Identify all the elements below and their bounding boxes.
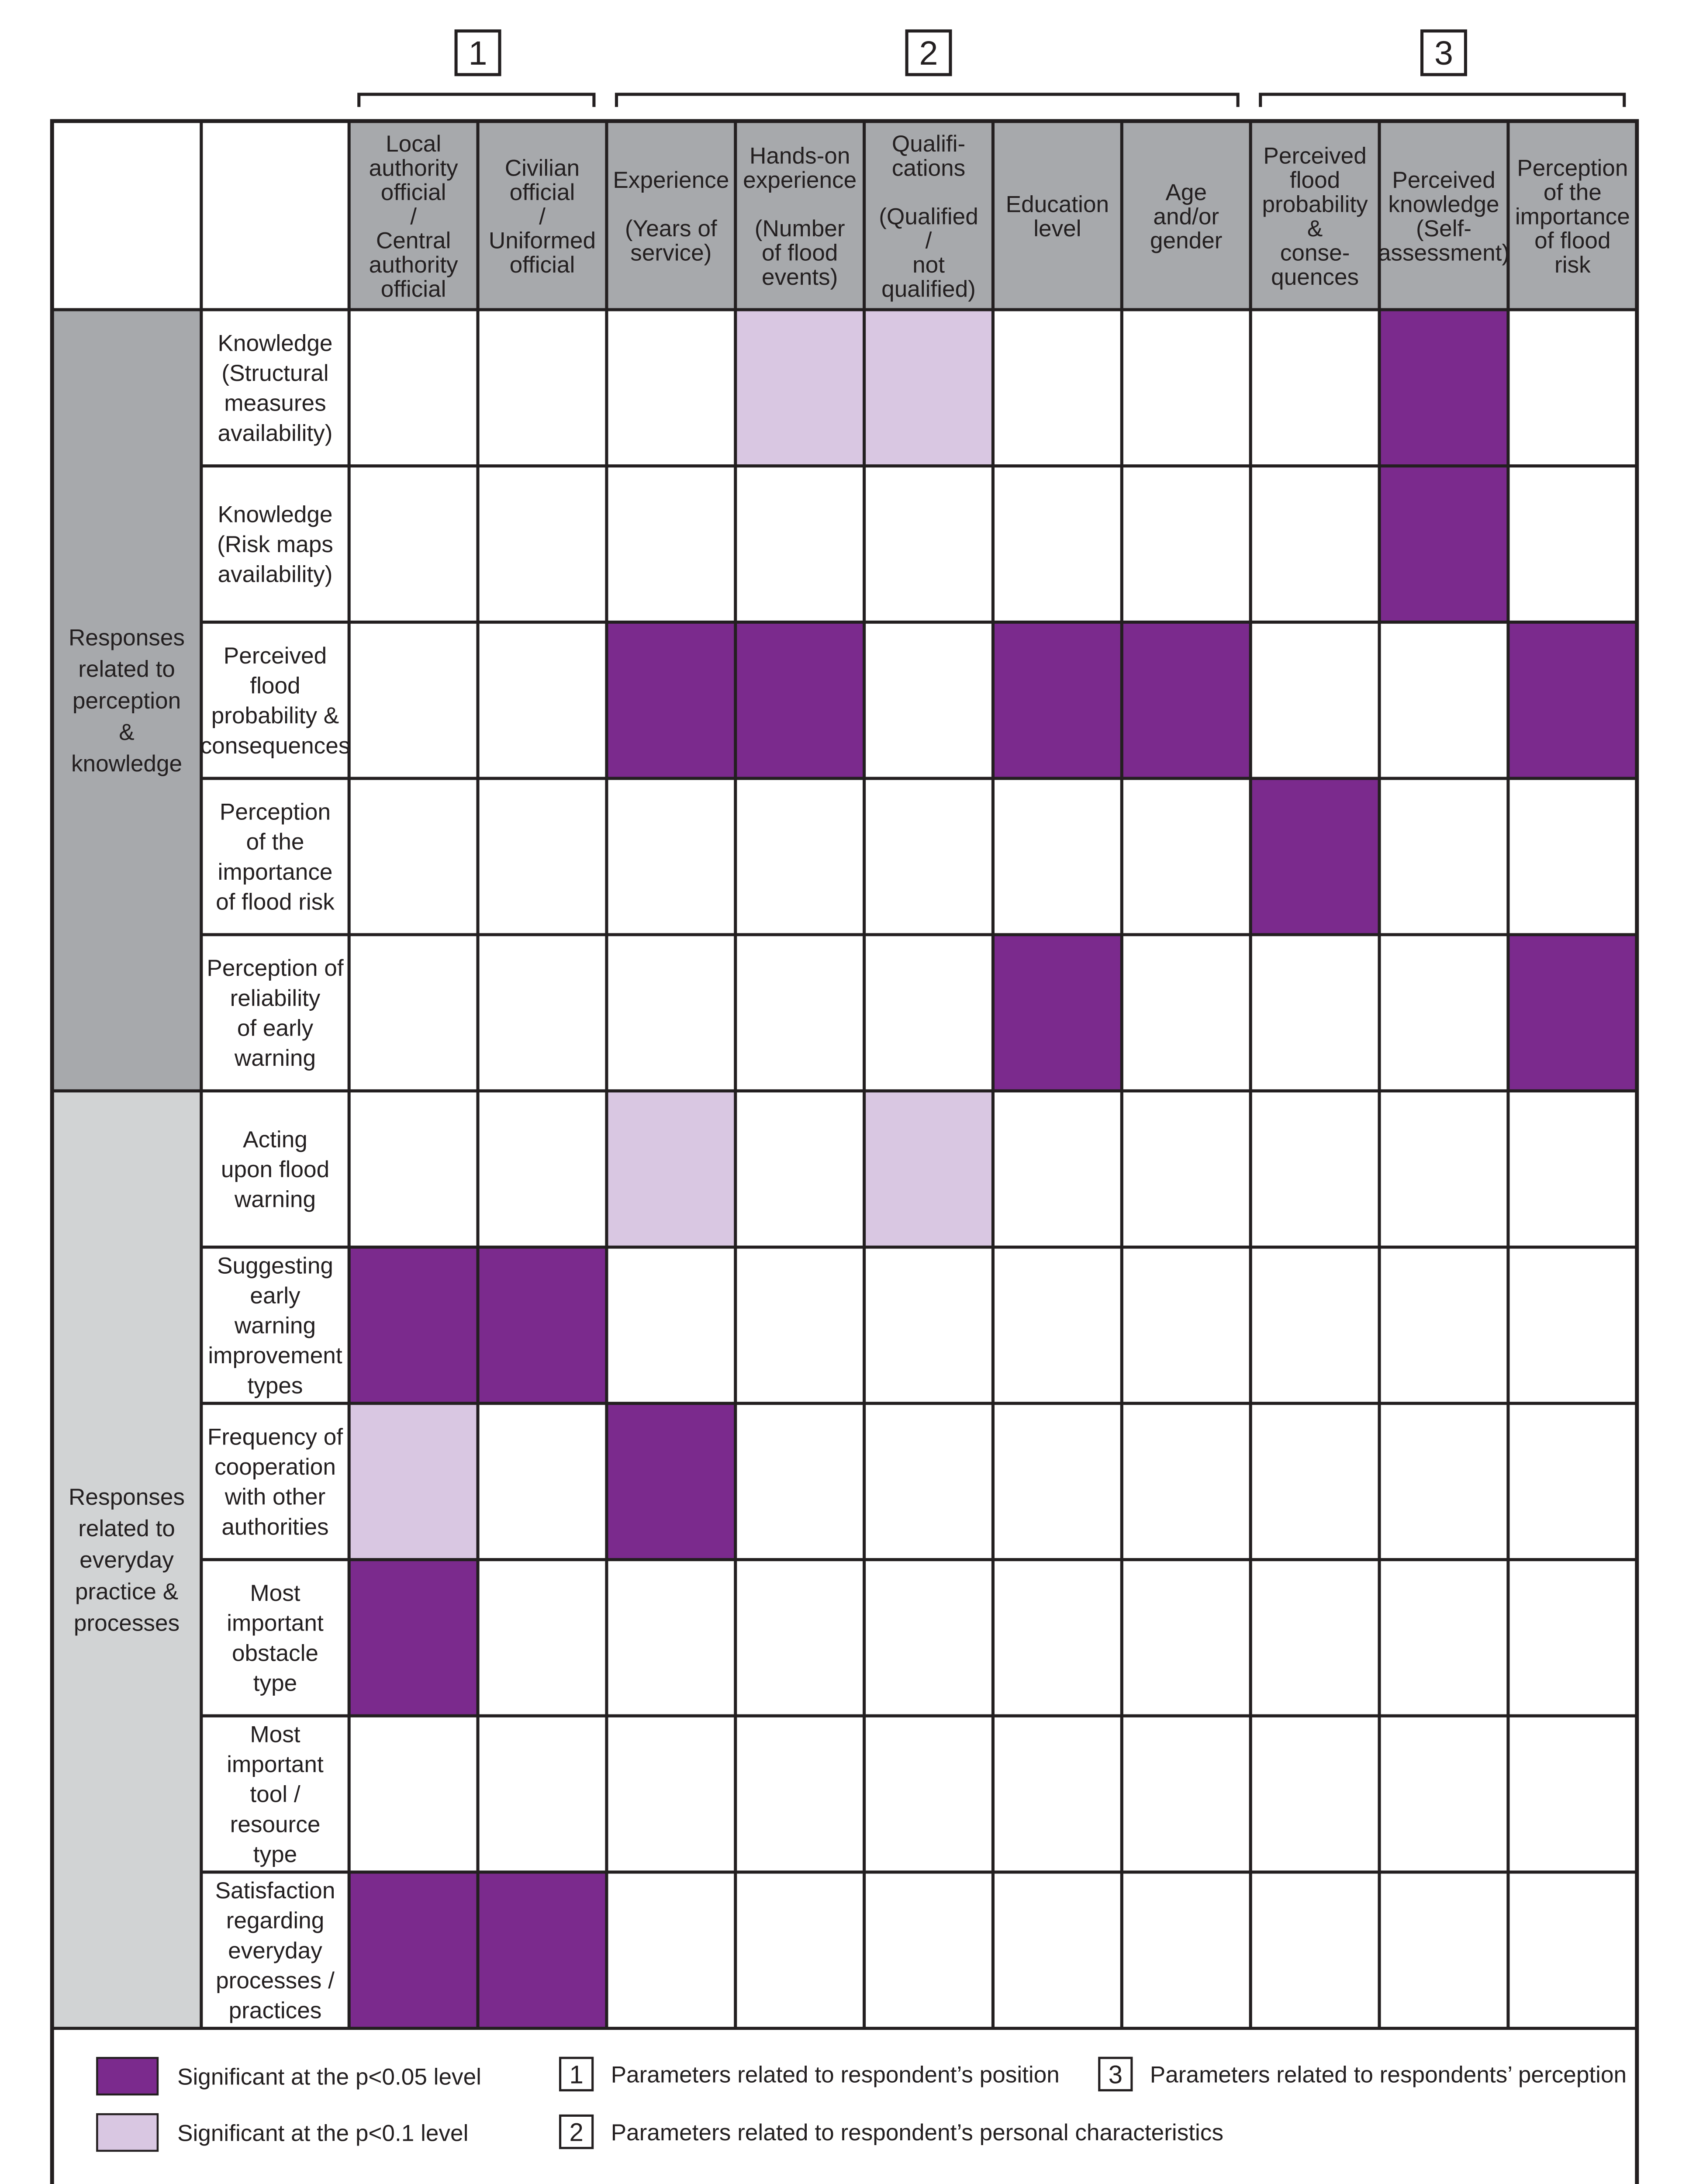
category-label-perception-knowledge xyxy=(69,625,185,777)
empty-cell xyxy=(349,778,478,935)
row-label-line: Perception xyxy=(219,799,331,825)
row-label-line: upon flood xyxy=(221,1156,330,1182)
legend-swatch-level-2 xyxy=(97,2114,158,2151)
significant-p005-cell xyxy=(349,1247,478,1403)
empty-cell xyxy=(1250,310,1379,466)
empty-cell xyxy=(607,1872,736,2028)
empty-cell xyxy=(1508,1403,1637,1560)
column-label-perceived-knowledge-line: (Self- xyxy=(1416,215,1471,242)
column-label-hands-on-experience-line: (Number xyxy=(754,215,845,242)
empty-cell xyxy=(864,466,993,622)
column-label-perception-importance-line: Perception xyxy=(1517,155,1628,181)
significant-p005-cell xyxy=(1379,310,1508,466)
row-label-line: Perceived xyxy=(223,643,327,669)
empty-cell xyxy=(864,1716,993,1872)
column-label-perceived-flood-probability-line: probability xyxy=(1262,191,1368,218)
empty-cell xyxy=(864,1247,993,1403)
empty-cell xyxy=(478,935,607,1091)
empty-cell xyxy=(1508,1716,1637,1872)
column-label-experience-line: service) xyxy=(630,240,712,266)
empty-cell xyxy=(1379,1091,1508,1247)
empty-cell xyxy=(736,1716,864,1872)
column-label-age-gender-line: and/or xyxy=(1153,204,1219,230)
empty-cell xyxy=(1379,935,1508,1091)
row-label-line: Satisfaction xyxy=(215,1878,335,1904)
category-label-perception-knowledge-line: related to xyxy=(78,656,175,682)
column-label-civilian-uniformed-line: / xyxy=(539,204,546,230)
column-label-hands-on-experience-line: of flood xyxy=(761,240,838,266)
empty-cell xyxy=(993,466,1122,622)
empty-cell xyxy=(478,310,607,466)
empty-cell xyxy=(736,1403,864,1560)
empty-cell xyxy=(1122,310,1250,466)
significant-p01-cell xyxy=(864,1091,993,1247)
group-number-1: 1 xyxy=(468,35,487,73)
empty-cell xyxy=(1508,778,1637,935)
empty-cell xyxy=(349,1091,478,1247)
empty-cell xyxy=(993,1872,1122,2028)
empty-cell xyxy=(1379,1403,1508,1560)
column-label-position-type-line: official xyxy=(380,179,446,205)
empty-cell xyxy=(478,1716,607,1872)
row-label-line: type xyxy=(253,1670,297,1696)
row-label-line: everyday xyxy=(228,1938,322,1964)
empty-cell xyxy=(1508,1872,1637,2028)
empty-cell xyxy=(478,622,607,778)
column-label-civilian-uniformed-line: Civilian xyxy=(504,155,580,181)
empty-cell xyxy=(1250,1560,1379,1716)
empty-cell xyxy=(993,1403,1122,1560)
empty-cell xyxy=(1250,1247,1379,1403)
row-label-line: Knowledge xyxy=(218,330,333,356)
significant-p005-cell xyxy=(349,1560,478,1716)
column-label-perceived-knowledge xyxy=(1378,167,1509,266)
empty-cell xyxy=(1250,1091,1379,1247)
row-label-line: warning xyxy=(234,1045,316,1071)
empty-cell xyxy=(607,1716,736,1872)
row-label xyxy=(217,501,333,587)
empty-cell xyxy=(993,1247,1122,1403)
row-label-line: Acting xyxy=(243,1127,307,1153)
column-label-perceived-flood-probability xyxy=(1262,143,1368,290)
row-label-line: Most xyxy=(250,1721,300,1748)
row-label-line: obstacle xyxy=(231,1640,318,1666)
column-label-qualifications xyxy=(879,131,978,302)
empty-cell xyxy=(1122,1247,1250,1403)
significant-p005-cell xyxy=(607,622,736,778)
row-label-line: availability) xyxy=(218,420,333,446)
empty-cell xyxy=(1508,466,1637,622)
row-label-line: regarding xyxy=(226,1908,325,1934)
empty-cell xyxy=(478,1560,607,1716)
category-label-perception-knowledge-line: perception xyxy=(72,688,181,714)
row-label-line: reliability xyxy=(230,985,321,1011)
empty-cell xyxy=(607,778,736,935)
column-label-hands-on-experience-line: Hands-on xyxy=(749,143,850,169)
significant-p01-cell xyxy=(607,1091,736,1247)
empty-cell xyxy=(864,622,993,778)
empty-cell xyxy=(1250,935,1379,1091)
column-label-perceived-flood-probability-line: conse- xyxy=(1280,240,1350,266)
empty-cell xyxy=(349,1716,478,1872)
empty-cell xyxy=(1250,622,1379,778)
empty-cell xyxy=(478,1091,607,1247)
column-label-education-level-line: level xyxy=(1033,215,1081,242)
category-label-everyday-practice xyxy=(69,1484,185,1636)
empty-cell xyxy=(736,1560,864,1716)
empty-cell xyxy=(864,1872,993,2028)
column-label-qualifications-line: Qualifi- xyxy=(891,131,966,157)
row-label-line: warning xyxy=(234,1186,316,1213)
legend-group-text-3: Parameters related to respondents’ perception xyxy=(1150,2062,1627,2088)
empty-cell xyxy=(736,935,864,1091)
column-label-civilian-uniformed-line: official xyxy=(509,179,575,205)
empty-cell xyxy=(1508,310,1637,466)
empty-cell xyxy=(1379,1560,1508,1716)
category-label-everyday-practice-line: processes xyxy=(73,1610,180,1636)
column-label-qualifications-line: cations xyxy=(891,155,966,181)
significant-p005-cell xyxy=(1250,778,1379,935)
empty-cell xyxy=(1122,935,1250,1091)
category-label-everyday-practice-line: related to xyxy=(78,1515,175,1541)
column-label-experience-line: Experience xyxy=(613,167,729,194)
row-label-line: resource xyxy=(230,1811,321,1838)
column-label-perceived-flood-probability-line: quences xyxy=(1271,264,1359,290)
row-label xyxy=(215,1878,335,2024)
column-label-perception-importance-line: of flood xyxy=(1534,228,1611,254)
column-label-qualifications-line: / xyxy=(925,228,932,254)
empty-cell xyxy=(1122,1091,1250,1247)
empty-cell xyxy=(478,1403,607,1560)
legend-text-level-1: Significant at the p<0.05 level xyxy=(177,2064,481,2090)
row-label-line: Knowledge xyxy=(218,501,333,528)
empty-cell xyxy=(1508,1247,1637,1403)
column-label-hands-on-experience-line: experience xyxy=(743,167,857,194)
column-label-perception-importance-line: of the xyxy=(1543,179,1602,205)
significant-p005-cell xyxy=(736,622,864,778)
empty-cell xyxy=(993,1091,1122,1247)
significant-p005-cell xyxy=(607,1403,736,1560)
empty-cell xyxy=(1379,622,1508,778)
legend-number-3: 3 xyxy=(1108,2060,1123,2089)
column-label-perceived-knowledge-line: assessment) xyxy=(1378,240,1510,266)
row-label-line: importance xyxy=(218,859,333,885)
column-label-civilian-uniformed-line: Uniformed xyxy=(488,228,596,254)
row-label-line: processes / xyxy=(216,1968,335,1994)
empty-cell xyxy=(993,310,1122,466)
empty-cell xyxy=(736,1091,864,1247)
significant-p005-cell xyxy=(1379,466,1508,622)
column-label-perception-importance-line: importance xyxy=(1515,204,1630,230)
empty-cell xyxy=(1508,1560,1637,1716)
column-label-position-type-line: authority xyxy=(369,155,458,181)
row-label-line: of flood risk xyxy=(216,889,335,915)
empty-cell xyxy=(1122,1872,1250,2028)
row-label-line: measures xyxy=(224,390,326,416)
group-number-3: 3 xyxy=(1434,35,1453,73)
empty-cell xyxy=(478,466,607,622)
empty-cell xyxy=(1508,1091,1637,1247)
column-label-hands-on-experience-line: events) xyxy=(762,264,838,290)
row-label-line: flood xyxy=(250,673,300,699)
significant-p01-cell xyxy=(349,1403,478,1560)
row-label-line: important xyxy=(227,1752,324,1778)
empty-cell xyxy=(1379,778,1508,935)
column-label-education-level-line: Education xyxy=(1005,191,1109,218)
row-label-line: probability & xyxy=(211,703,339,729)
group-number-2: 2 xyxy=(919,35,938,73)
empty-cell xyxy=(1379,1716,1508,1872)
row-label-line: practices xyxy=(228,1997,322,2024)
category-label-everyday-practice-line: everyday xyxy=(79,1547,174,1573)
category-label-everyday-practice-line: Responses xyxy=(69,1484,185,1510)
column-label-experience-line: (Years of xyxy=(625,215,717,242)
row-label-line: (Risk maps xyxy=(217,532,333,558)
row-label-line: warning xyxy=(234,1313,316,1339)
column-label-position-type-line: Central xyxy=(376,228,451,254)
empty-cell xyxy=(993,1560,1122,1716)
empty-cell xyxy=(993,1716,1122,1872)
empty-cell xyxy=(1250,466,1379,622)
row-label-line: authorities xyxy=(221,1514,329,1540)
significant-p005-cell xyxy=(1508,622,1637,778)
significant-p005-cell xyxy=(1122,622,1250,778)
legend-group-text-2: Parameters related to respondent’s personal characteristics xyxy=(611,2119,1224,2146)
row-label-line: improvement xyxy=(208,1343,342,1369)
legend-group-text-1: Parameters related to respondent’s position xyxy=(611,2062,1060,2088)
empty-cell xyxy=(1122,1403,1250,1560)
empty-cell xyxy=(1379,1872,1508,2028)
column-label-civilian-uniformed-line: official xyxy=(509,252,575,278)
row-label-line: (Structural xyxy=(221,360,329,387)
legend-swatch-level-1 xyxy=(97,2058,158,2094)
row-label-line: types xyxy=(247,1372,303,1399)
significant-p01-cell xyxy=(864,310,993,466)
empty-cell xyxy=(864,1403,993,1560)
empty-cell xyxy=(607,935,736,1091)
empty-cell xyxy=(349,466,478,622)
empty-cell xyxy=(607,466,736,622)
empty-cell xyxy=(864,935,993,1091)
legend-text-level-2: Significant at the p<0.1 level xyxy=(177,2120,469,2146)
empty-cell xyxy=(993,778,1122,935)
column-label-perceived-knowledge-line: Perceived xyxy=(1392,167,1496,194)
column-label-perceived-flood-probability-line: flood xyxy=(1289,167,1340,194)
empty-cell xyxy=(1379,1247,1508,1403)
row-label-line: Frequency of xyxy=(207,1424,343,1450)
category-label-perception-knowledge-line: knowledge xyxy=(71,751,183,777)
row-label-line: with other xyxy=(225,1484,326,1510)
significant-p005-cell xyxy=(993,622,1122,778)
row-label-line: Most xyxy=(250,1580,300,1607)
legend-number-2: 2 xyxy=(569,2118,584,2147)
row-label-line: early xyxy=(250,1282,300,1309)
empty-cell xyxy=(1250,1716,1379,1872)
row-label-line: consequences xyxy=(200,733,350,759)
empty-cell xyxy=(607,1560,736,1716)
column-label-qualifications-line: qualified) xyxy=(881,276,976,302)
empty-cell xyxy=(478,778,607,935)
column-label-position-type-line: official xyxy=(380,276,446,302)
row-label-line: availability) xyxy=(218,561,333,587)
column-label-qualifications-line: (Qualified xyxy=(879,204,978,230)
row-label-line: cooperation xyxy=(214,1454,336,1480)
significant-p005-cell xyxy=(478,1872,607,2028)
row-label-line: of early xyxy=(237,1015,314,1041)
empty-cell xyxy=(736,778,864,935)
empty-cell xyxy=(1122,466,1250,622)
empty-cell xyxy=(607,1247,736,1403)
column-label-position-type-line: / xyxy=(410,204,417,230)
empty-cell xyxy=(1122,1716,1250,1872)
empty-cell xyxy=(1122,1560,1250,1716)
row-label-line: important xyxy=(227,1610,324,1636)
empty-cell xyxy=(349,310,478,466)
row-label-line: Suggesting xyxy=(217,1253,333,1279)
column-label-age-gender-line: gender xyxy=(1150,228,1223,254)
column-label-perceived-flood-probability-line: Perceived xyxy=(1263,143,1367,169)
row-label-line: tool / xyxy=(250,1781,300,1807)
legend-number-1: 1 xyxy=(569,2060,584,2089)
column-label-perceived-flood-probability-line: & xyxy=(1307,215,1323,242)
empty-cell xyxy=(349,935,478,1091)
category-label-everyday-practice-line: practice & xyxy=(75,1579,179,1605)
empty-cell xyxy=(864,778,993,935)
column-label-perception-importance-line: risk xyxy=(1554,252,1591,278)
column-label-perceived-knowledge-line: knowledge xyxy=(1388,191,1499,218)
empty-cell xyxy=(607,310,736,466)
category-label-perception-knowledge-line: Responses xyxy=(69,625,185,651)
empty-cell xyxy=(1122,778,1250,935)
empty-cell xyxy=(864,1560,993,1716)
category-label-perception-knowledge-line: & xyxy=(119,719,135,745)
empty-cell xyxy=(736,466,864,622)
column-label-position-type-line: authority xyxy=(369,252,458,278)
empty-cell xyxy=(1250,1872,1379,2028)
row-label-line: Perception of xyxy=(207,955,344,981)
empty-cell xyxy=(736,1872,864,2028)
significant-p005-cell xyxy=(993,935,1122,1091)
empty-cell xyxy=(1250,1403,1379,1560)
empty-cell xyxy=(736,1247,864,1403)
significant-p01-cell xyxy=(736,310,864,466)
column-label-qualifications-line: not xyxy=(912,252,945,278)
row-label-line: of the xyxy=(246,829,304,855)
empty-cell xyxy=(349,622,478,778)
significant-p005-cell xyxy=(349,1872,478,2028)
row-label-line: type xyxy=(253,1841,297,1867)
column-label-age-gender-line: Age xyxy=(1165,179,1207,205)
significant-p005-cell xyxy=(478,1247,607,1403)
significant-p005-cell xyxy=(1508,935,1637,1091)
column-label-position-type-line: Local xyxy=(386,131,442,157)
